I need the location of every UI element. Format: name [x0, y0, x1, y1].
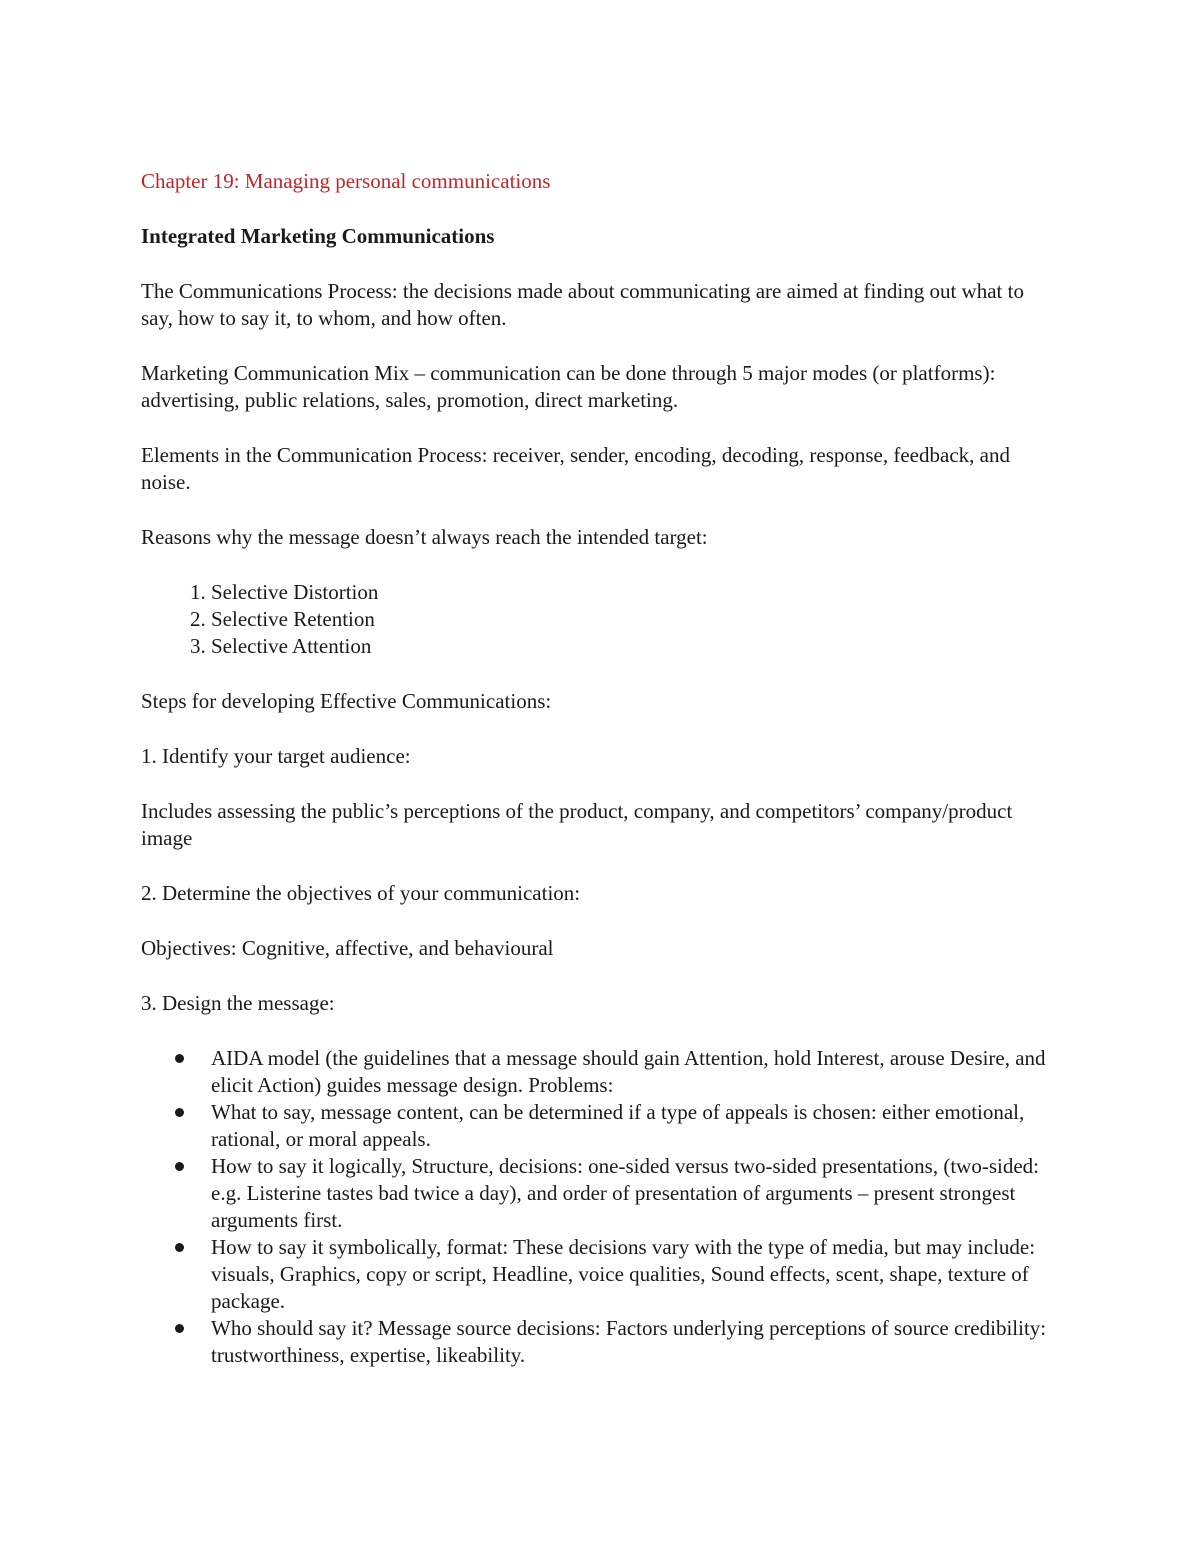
elements-paragraph: Elements in the Communication Process: receiver, sender, encoding, decoding, response, feedback, and noise.	[141, 443, 1010, 494]
list-item	[211, 1234, 1061, 1315]
list-item: 1. Selective Distortion	[211, 579, 1061, 606]
list-item	[211, 1315, 1061, 1369]
bullet-icon	[175, 1108, 184, 1117]
bullet-text: What to say, message content, can be determined if a type of appeals is chosen: either emotional, rational, or moral appeals.	[211, 1100, 1025, 1151]
bullet-icon	[175, 1162, 184, 1171]
list-item	[211, 1045, 1061, 1099]
communications-process-paragraph: The Communications Process: the decisions made about communicating are aimed at finding out what to say, how to say it, to whom, and how often.	[141, 279, 1024, 330]
list-item	[211, 1153, 1061, 1234]
communication-mix-paragraph: Marketing Communication Mix – communication can be done through 5 major modes (or platforms): advertising, public relations, sales, promotion, direct marketing.	[141, 361, 996, 412]
step-3-heading: 3. Design the message:	[141, 991, 335, 1015]
bullet-text: AIDA model (the guidelines that a message should gain Attention, hold Interest, arouse Desire, and elicit Action) guides message design. Problems:	[211, 1046, 1046, 1097]
bullet-text: Who should say it? Message source decisions: Factors underlying perceptions of source credibility: trustworthiness, expertise, likeability.	[211, 1316, 1047, 1367]
list-item: 3. Selective Attention	[211, 633, 1061, 660]
step-2-heading: 2. Determine the objectives of your communication:	[141, 881, 581, 905]
step-2-detail: Objectives: Cognitive, affective, and behavioural	[141, 936, 554, 960]
bullet-icon	[175, 1324, 184, 1333]
bullet-icon	[175, 1054, 184, 1063]
steps-intro: Steps for developing Effective Communications:	[141, 689, 552, 713]
list-item	[211, 1099, 1061, 1153]
reasons-intro: Reasons why the message doesn’t always reach the intended target:	[141, 525, 708, 549]
reasons-list	[141, 579, 1061, 660]
list-item: 2. Selective Retention	[211, 606, 1061, 633]
design-message-bullets	[141, 1045, 1061, 1369]
step-1-detail: Includes assessing the public’s perceptions of the product, company, and competitors’ company/product image	[141, 799, 1013, 850]
bullet-text: How to say it symbolically, format: These decisions vary with the type of media, but may include: visuals, Graphics, copy or script, Headline, voice qualities, Sound effects, scent, shape, texture of package.	[211, 1235, 1036, 1313]
document-content	[141, 168, 1061, 1369]
bullet-icon	[175, 1243, 184, 1252]
step-1-heading: 1. Identify your target audience:	[141, 744, 411, 768]
section-heading: Integrated Marketing Communications	[141, 224, 495, 248]
bullet-text: How to say it logically, Structure, decisions: one-sided versus two-sided presentations, (two-sided: e.g. Listerine tastes bad twice a day), and order of presentation of arguments – present strongest arguments first.	[211, 1154, 1039, 1232]
chapter-title: Chapter 19: Managing personal communications	[141, 169, 551, 193]
